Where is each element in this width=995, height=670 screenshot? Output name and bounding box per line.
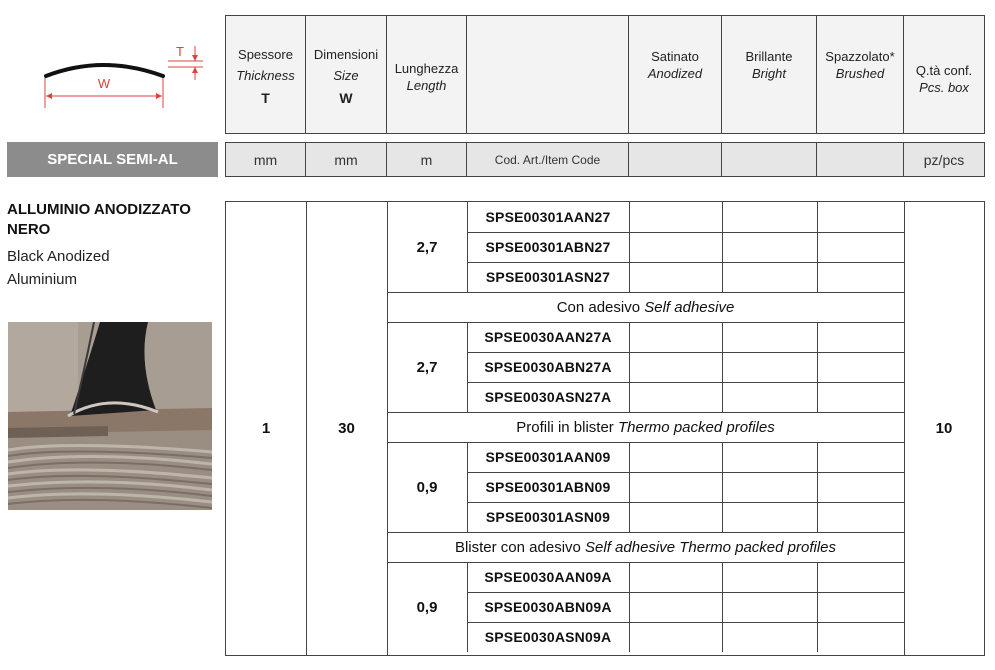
header-bright [721,15,817,134]
col-divider [722,202,723,292]
header-bright-it: Brillante [745,49,793,64]
unit-pcs-box: pz/pcs [903,142,985,177]
cell-size: 30 [338,420,355,437]
product-table [225,201,985,656]
profile-cross-section-diagram [38,40,208,115]
header-length [386,15,467,134]
header-size-symbol: W [339,90,353,106]
header-pcs-box [903,15,985,134]
col-divider [817,202,818,292]
col-divider [629,442,630,532]
section-heading [387,532,904,562]
diagram-label-w: W [97,76,111,91]
header-code [466,15,629,134]
row-divider [467,472,904,473]
section-heading-en: Self adhesive Thermo packed profiles [585,538,837,556]
header-thickness-symbol: T [261,90,270,106]
header-size-it: Dimensioni [313,47,379,62]
row-divider [467,502,904,503]
unit-anodized [628,142,722,177]
col-divider [629,322,630,412]
unit-bright [721,142,817,177]
product-name-en [7,245,207,291]
header-thickness-en: Thickness [236,68,295,83]
row-divider [467,232,904,233]
item-code: SPSE0030ASN09A [484,629,612,645]
item-code: SPSE0030ASN27A [484,389,612,405]
series-title: SPECIAL SEMI-AL [7,142,218,177]
cell-thickness: 1 [261,420,271,437]
header-thickness-it: Spessore [238,47,293,62]
unit-size: mm [305,142,387,177]
header-size-en: Size [333,68,359,83]
item-code: SPSE00301ABN27 [485,239,611,255]
item-code: SPSE00301ASN09 [485,509,611,525]
unit-item-code: Cod. Art./Item Code [466,142,629,177]
section-heading-en: Self adhesive [644,298,735,316]
header-size [305,15,387,134]
unit-thickness: mm [225,142,306,177]
cell-length: 0,9 [416,598,438,616]
unit-length: m [386,142,467,177]
product-name-en-line2: Aluminium [7,271,78,288]
col-divider [722,442,723,532]
item-code: SPSE00301AAN27 [485,209,611,225]
unit-brushed [816,142,904,177]
header-length-en: Length [406,78,447,93]
item-code: SPSE0030AAN09A [484,569,612,585]
row-divider [467,622,904,623]
col-divider [722,562,723,652]
row-divider [467,262,904,263]
header-anodized-it: Satinato [651,49,699,64]
section-heading-it: Con adesivo [556,298,645,316]
header-brushed-it: Spazzolato* [825,49,895,64]
item-code: SPSE00301ABN09 [485,479,611,495]
row-divider [467,592,904,593]
item-code: SPSE0030ABN09A [484,599,612,615]
header-bright-en: Bright [752,66,786,81]
col-divider [722,322,723,412]
item-code: SPSE00301AAN09 [485,449,611,465]
section-heading-en: Thermo packed profiles [617,418,775,436]
col-divider [817,442,818,532]
header-anodized [628,15,722,134]
section-heading [387,412,904,442]
item-code: SPSE0030ABN27A [484,359,612,375]
header-brushed-en: Brushed [835,66,885,81]
col-divider [817,562,818,652]
header-pcs-box-en: Pcs. box [919,80,969,95]
cell-length: 2,7 [416,238,438,256]
cell-length: 0,9 [416,478,438,496]
row-divider [467,382,904,383]
col-divider [817,322,818,412]
header-thickness [225,15,306,134]
header-pcs-box-it: Q.tà conf. [915,63,973,78]
item-code: SPSE0030AAN27A [484,329,612,345]
cell-pcs-box: 10 [935,420,953,437]
header-anodized-en: Anodized [647,66,703,81]
cell-length: 2,7 [416,358,438,376]
product-name-en-line1: Black Anodized [7,248,110,265]
header-brushed [816,15,904,134]
diagram-label-t: T [176,44,184,59]
header-length-it: Lunghezza [394,61,459,76]
item-code: SPSE00301ASN27 [485,269,611,285]
section-heading-it: Profili in blister [516,418,618,436]
section-heading-it: Blister con adesivo [454,538,586,556]
col-divider [629,202,630,292]
product-photo [8,322,212,510]
section-heading [387,292,904,322]
row-divider [467,352,904,353]
product-name: ALLUMINIO ANODIZZATO NERO [7,201,191,238]
col-divider [629,562,630,652]
